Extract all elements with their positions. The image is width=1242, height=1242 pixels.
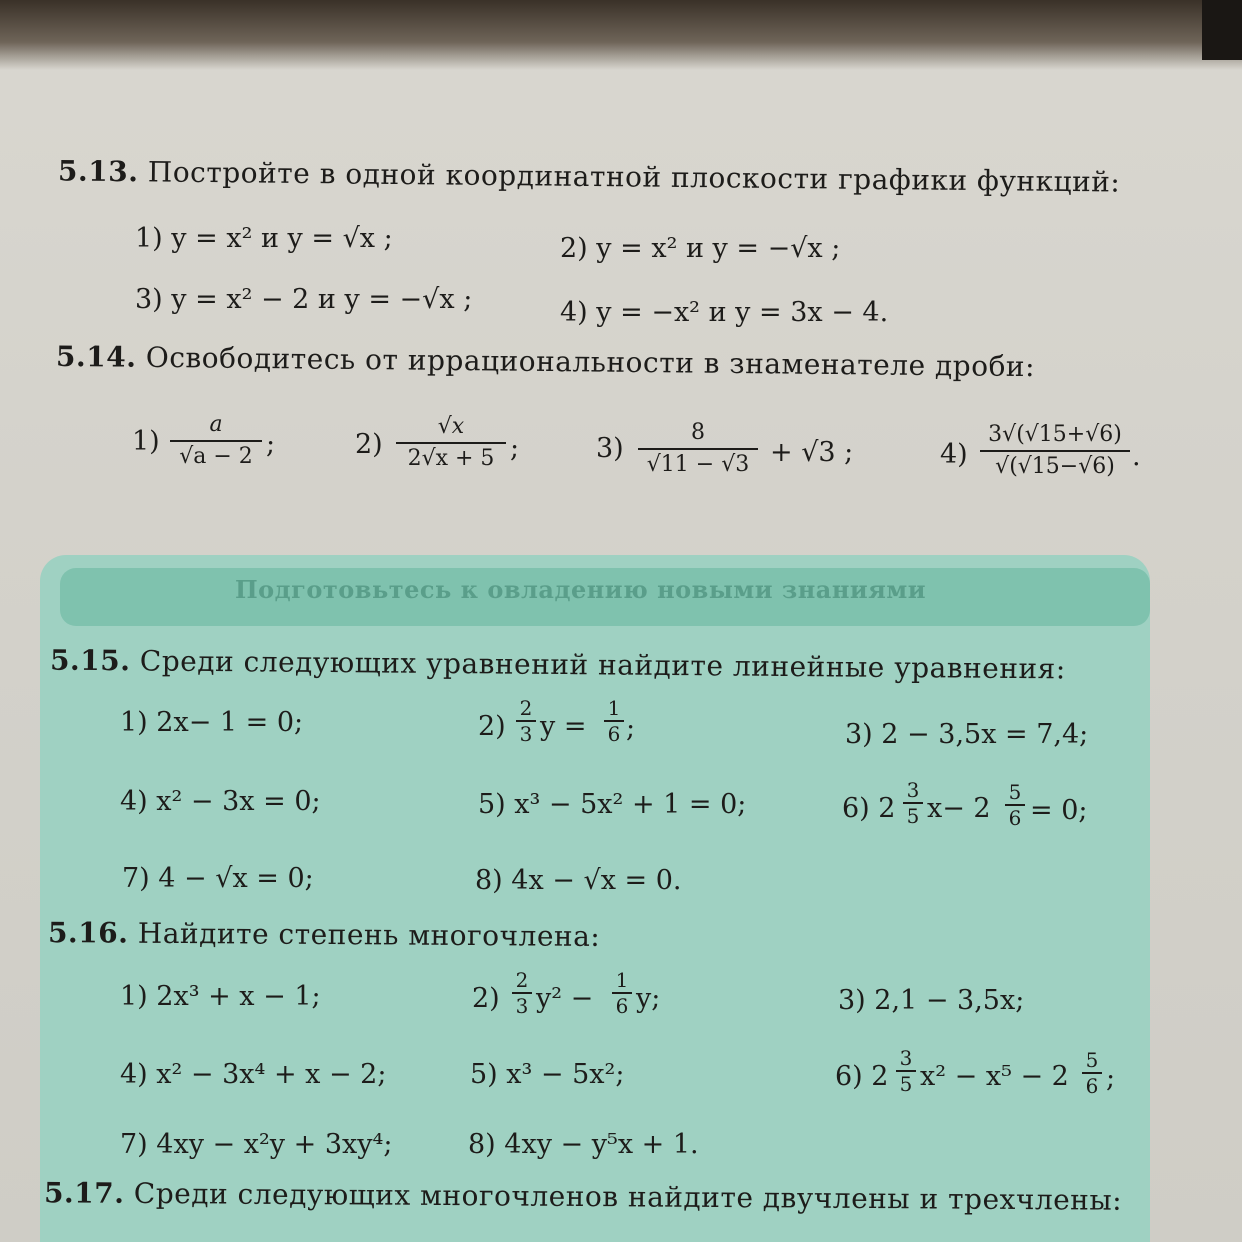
equation-6-start: 6) 2 xyxy=(842,793,896,824)
problem-title: Найдите степень многочлена: xyxy=(137,916,601,953)
denominator: 2√x + 5 xyxy=(407,446,495,471)
polynomial-6-fraction-a xyxy=(896,1048,916,1094)
section-title: Подготовьтесь к овладению новыми знаниями xyxy=(235,575,927,604)
equation-1: 1) 2x− 1 = 0; xyxy=(120,707,304,738)
problem-number: 5.15. xyxy=(49,643,131,678)
denominator: √a − 2 xyxy=(179,444,253,469)
denominator: 6 xyxy=(1008,806,1022,830)
equation-4: 4) x² − 3x = 0; xyxy=(120,786,321,817)
fraction-bar xyxy=(396,442,506,444)
polynomial-8: 8) 4xy − y⁵x + 1. xyxy=(468,1129,699,1160)
polynomial-6-fraction-b xyxy=(1082,1050,1102,1096)
numerator: 3 xyxy=(899,1046,913,1070)
numerator: 2 xyxy=(515,968,529,992)
problem-title: Постройте в одной координатной плоскости графики функций: xyxy=(147,155,1121,199)
polynomial-2-label: 2) xyxy=(472,983,500,1014)
equation-2-end: ; xyxy=(626,713,636,744)
problem-number: 5.17. xyxy=(43,1176,125,1210)
polynomial-5: 5) x³ − 5x²; xyxy=(470,1059,625,1090)
polynomial-6-start: 6) 2 xyxy=(835,1061,889,1092)
numerator: 3√(√15+√6) xyxy=(988,422,1122,447)
page-top-shadow xyxy=(0,0,1242,70)
denominator: 5 xyxy=(906,804,920,828)
numerator: 5 xyxy=(1085,1048,1099,1072)
problem-5-16-heading xyxy=(48,916,600,954)
fraction-2-label: 2) xyxy=(355,429,383,460)
denominator: 6 xyxy=(1085,1074,1099,1098)
polynomial-6-middle: x² − x⁵ − 2 xyxy=(920,1061,1069,1092)
fraction-1-suffix: ; xyxy=(266,429,276,460)
problem-5-14-heading xyxy=(56,340,1035,384)
denominator: √(√15−√6) xyxy=(995,454,1115,479)
numerator: √x xyxy=(437,414,465,439)
polynomial-2-middle: y² − xyxy=(536,983,594,1014)
equation-2-fraction-b xyxy=(604,698,624,744)
background-corner xyxy=(1202,0,1242,60)
denominator: 6 xyxy=(615,994,629,1018)
problem-5-13-item-2: 2) y = x² и y = −√x ; xyxy=(560,233,841,264)
equation-2-label: 2) xyxy=(478,711,506,742)
polynomial-2-fraction-b xyxy=(612,970,632,1016)
fraction-1-label: 1) xyxy=(132,426,160,457)
problem-number: 5.16. xyxy=(47,916,129,950)
fraction-3-suffix: + √3 ; xyxy=(770,437,854,468)
fraction-bar xyxy=(170,440,262,442)
problem-5-13-heading xyxy=(58,154,1121,199)
fraction-4 xyxy=(980,422,1130,480)
numerator: 1 xyxy=(607,696,621,720)
fraction-3-label: 3) xyxy=(596,433,624,464)
denominator: 6 xyxy=(607,722,621,746)
equation-8: 8) 4x − √x = 0. xyxy=(475,865,682,896)
denominator: 3 xyxy=(519,722,533,746)
denominator: 3 xyxy=(515,994,529,1018)
fraction-bar xyxy=(980,450,1130,452)
numerator: 3 xyxy=(906,778,920,802)
equation-6-end: = 0; xyxy=(1030,795,1088,826)
polynomial-3: 3) 2,1 − 3,5x; xyxy=(838,985,1025,1016)
equation-6-middle: x− 2 xyxy=(927,793,991,824)
fraction-2 xyxy=(396,414,506,472)
numerator: 5 xyxy=(1008,780,1022,804)
polynomial-6-end: ; xyxy=(1106,1063,1116,1094)
equation-6-fraction-a xyxy=(903,780,923,826)
problem-5-13-item-3: 3) y = x² − 2 и y = −√x ; xyxy=(135,284,473,315)
equation-6-fraction-b xyxy=(1005,782,1025,828)
numerator: a xyxy=(209,412,223,437)
numerator: 2 xyxy=(519,696,533,720)
polynomial-1: 1) 2x³ + x − 1; xyxy=(120,981,321,1012)
polynomial-7: 7) 4xy − x²y + 3xy⁴; xyxy=(120,1129,393,1160)
problem-title: Освободитесь от иррациональности в знаменателе дроби: xyxy=(145,340,1036,384)
numerator: 8 xyxy=(691,420,705,445)
equation-5: 5) x³ − 5x² + 1 = 0; xyxy=(478,789,747,820)
equation-3: 3) 2 − 3,5x = 7,4; xyxy=(845,719,1089,750)
denominator: 5 xyxy=(899,1072,913,1096)
fraction-2-suffix: ; xyxy=(510,433,520,464)
problem-number: 5.13. xyxy=(57,154,139,189)
problem-number: 5.14. xyxy=(55,339,137,374)
polynomial-4: 4) x² − 3x⁴ + x − 2; xyxy=(120,1059,387,1090)
problem-title: Среди следующих уравнений найдите линейные уравнения: xyxy=(139,644,1066,686)
equation-7: 7) 4 − √x = 0; xyxy=(122,863,314,894)
equation-2-fraction-a xyxy=(516,698,536,744)
polynomial-2-end: y; xyxy=(636,983,661,1014)
fraction-4-suffix: . xyxy=(1132,441,1141,472)
numerator: 1 xyxy=(615,968,629,992)
fraction-1 xyxy=(170,412,262,470)
fraction-bar xyxy=(638,448,758,450)
fraction-3 xyxy=(638,420,758,478)
denominator: √11 − √3 xyxy=(646,452,750,477)
problem-5-13-item-4: 4) y = −x² и y = 3x − 4. xyxy=(560,297,889,328)
fraction-4-label: 4) xyxy=(940,439,968,470)
equation-2-middle: y = xyxy=(540,711,587,742)
problem-title: Среди следующих многочленов найдите двучлены и трехчлены: xyxy=(133,1176,1123,1217)
problem-5-13-item-1: 1) y = x² и y = √x ; xyxy=(135,223,393,254)
polynomial-2-fraction-a xyxy=(512,970,532,1016)
